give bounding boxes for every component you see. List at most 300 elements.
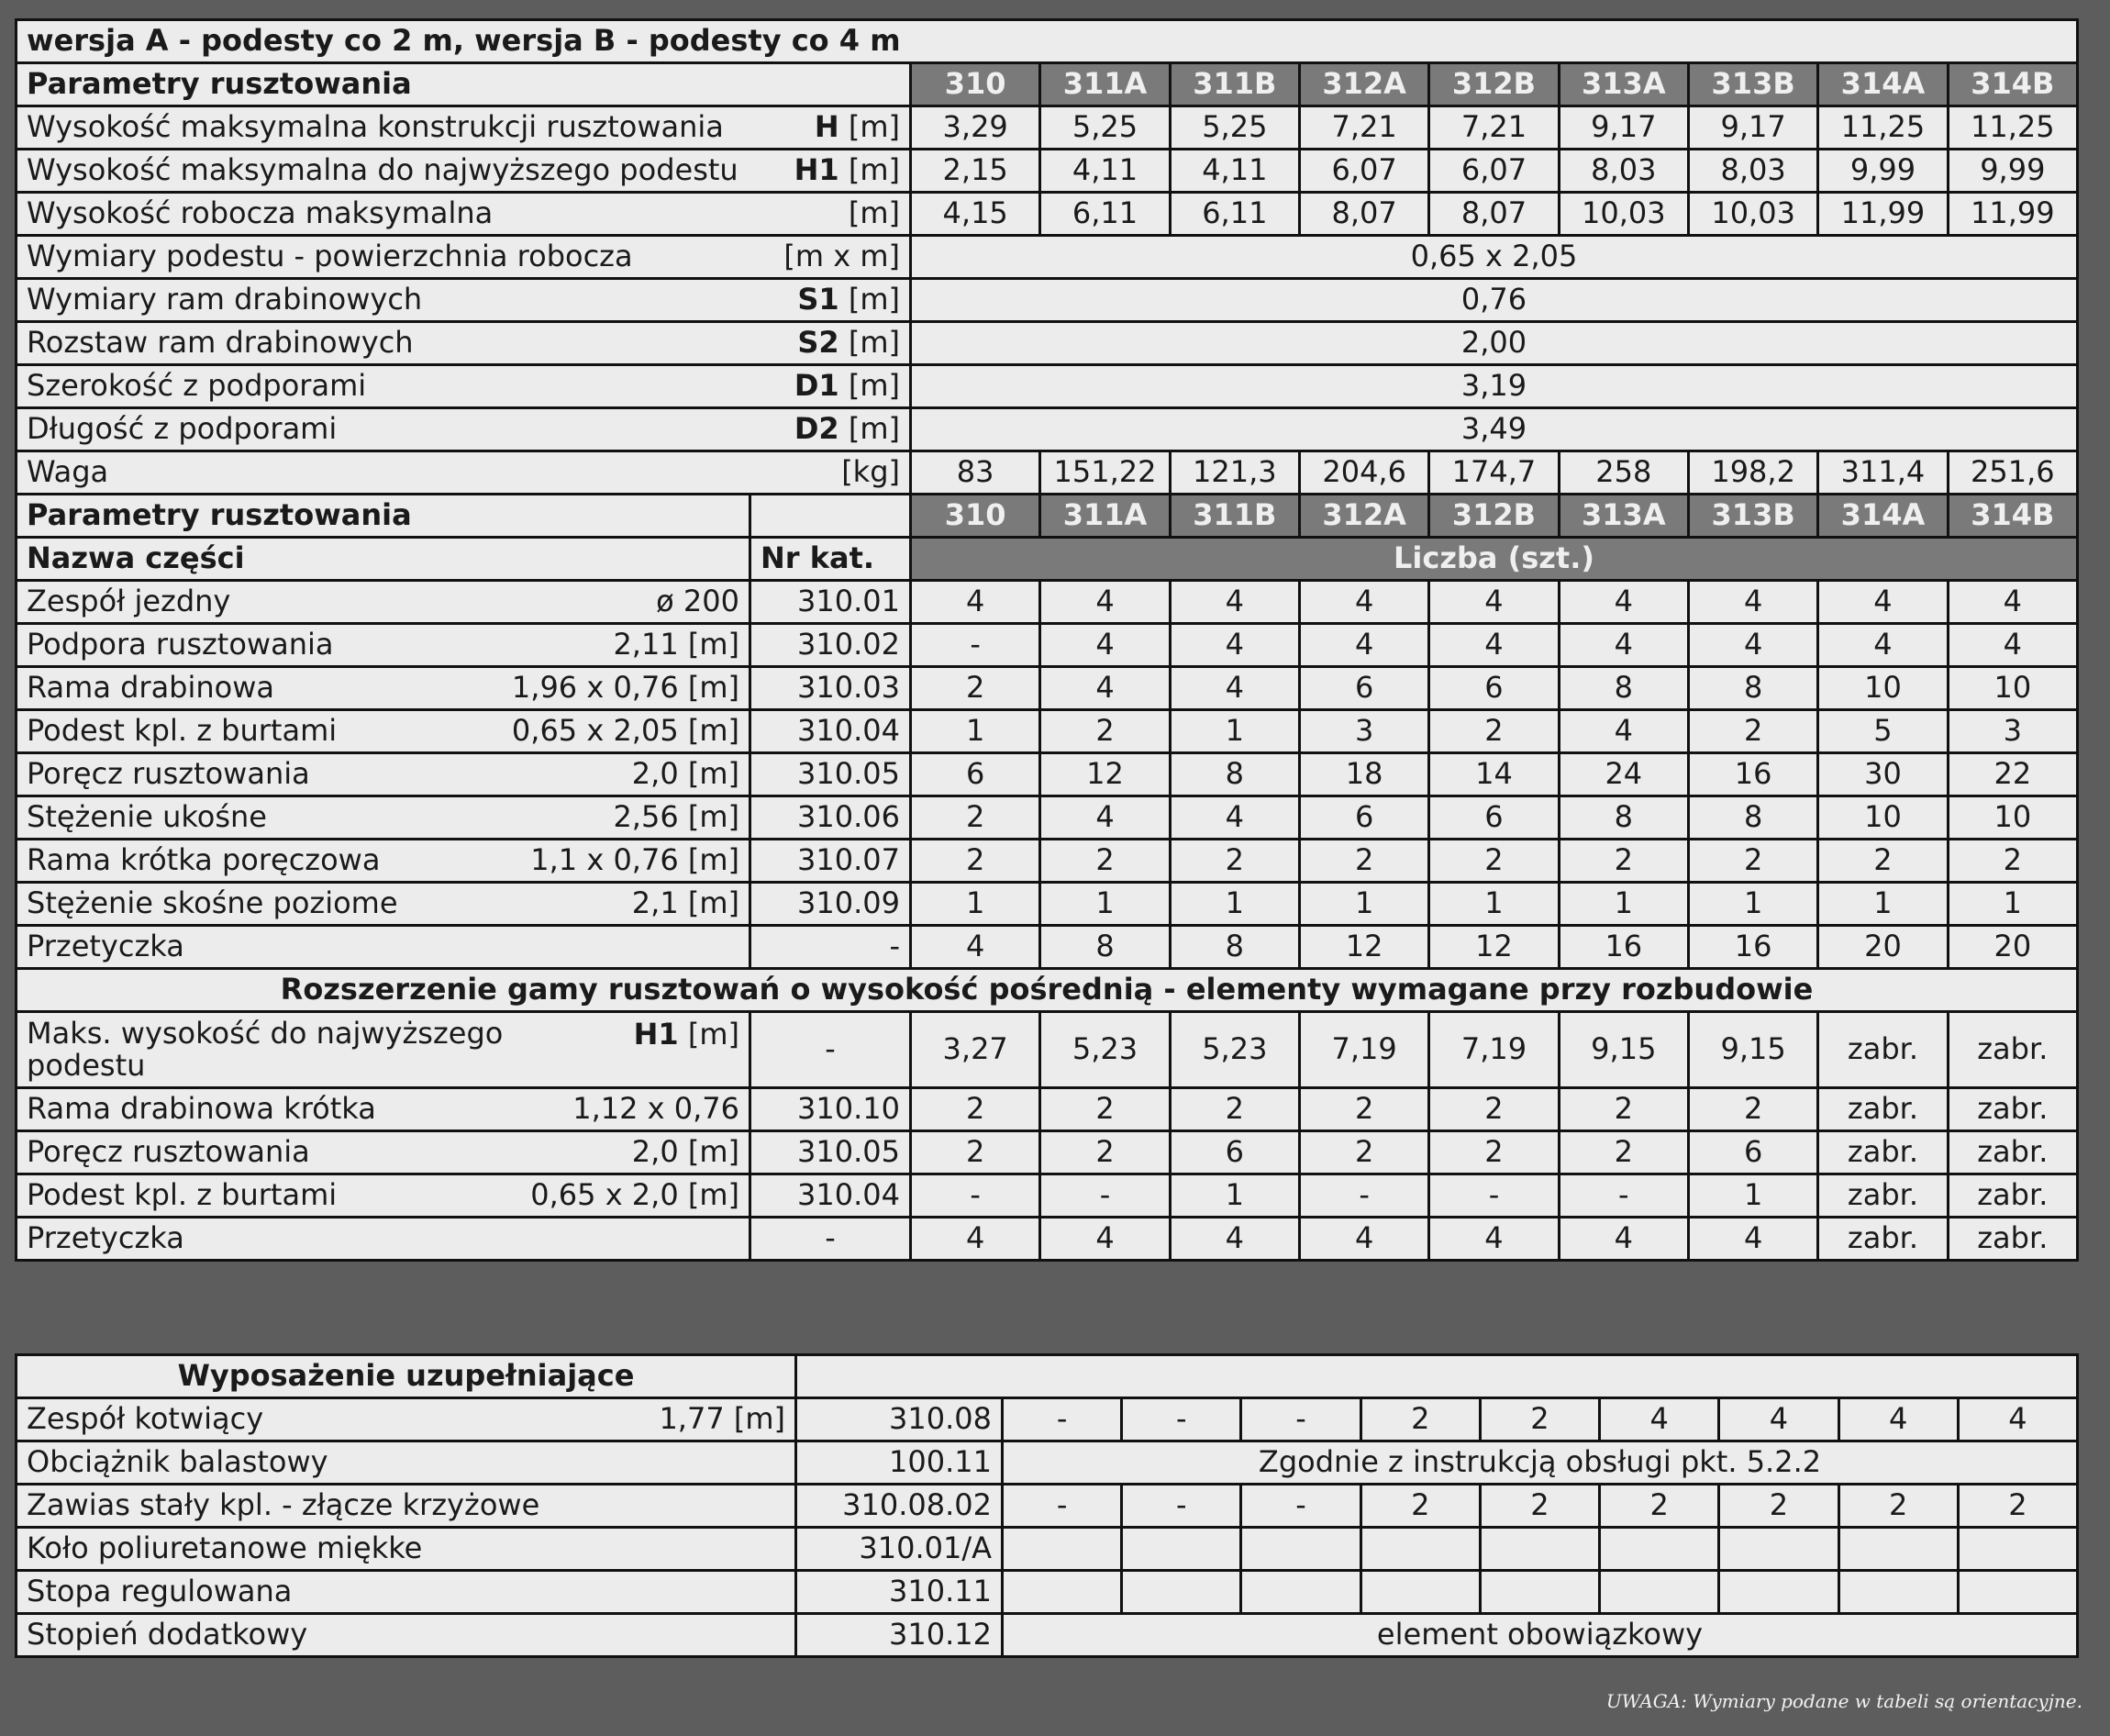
param-value: 83 bbox=[911, 451, 1040, 495]
param-row bbox=[17, 408, 2078, 451]
part-cat: 310.03 bbox=[750, 667, 911, 710]
part-name-cell bbox=[17, 667, 750, 710]
extension-count: - bbox=[911, 1174, 1040, 1218]
part-dim: 2,0 [m] bbox=[631, 756, 739, 792]
param-symbol: H bbox=[814, 109, 839, 145]
extension-count: zabr. bbox=[1818, 1218, 1948, 1261]
part-cat: - bbox=[750, 926, 911, 969]
part-count: 3 bbox=[1299, 710, 1428, 753]
part-count: 2 bbox=[1688, 710, 1817, 753]
part-count: 20 bbox=[1818, 926, 1948, 969]
param-value: 151,22 bbox=[1040, 451, 1170, 495]
part-name-cell bbox=[17, 581, 750, 624]
equipment-count bbox=[1122, 1528, 1241, 1571]
parts-header-row bbox=[17, 495, 2078, 538]
main-table bbox=[15, 18, 2079, 1262]
part-count: 1 bbox=[911, 883, 1040, 926]
part-count: 8 bbox=[1688, 667, 1817, 710]
param-label: Długość z podporami bbox=[27, 411, 338, 447]
param-label-cell bbox=[17, 106, 911, 150]
param-label: Wysokość robocza maksymalna bbox=[27, 195, 494, 231]
param-value: 4,11 bbox=[1040, 150, 1170, 193]
equipment-row bbox=[17, 1614, 2078, 1657]
part-name-cell bbox=[17, 840, 750, 883]
table-title: wersja A - podesty co 2 m, wersja B - podesty co 4 m bbox=[17, 20, 2078, 63]
part-name: Podpora rusztowania bbox=[27, 627, 334, 662]
part-count: 10 bbox=[1818, 796, 1948, 840]
param-unit bbox=[841, 456, 900, 488]
equipment-count bbox=[1719, 1571, 1838, 1614]
extension-count: 9,15 bbox=[1688, 1012, 1817, 1088]
param-symbol: D2 bbox=[794, 411, 839, 447]
part-count: 5 bbox=[1818, 710, 1948, 753]
equipment-count: - bbox=[1122, 1485, 1241, 1528]
part-name: Stężenie skośne poziome bbox=[27, 885, 398, 921]
equipment-name: Obciążnik balastowy bbox=[27, 1444, 328, 1480]
param-value: 4,11 bbox=[1170, 150, 1299, 193]
part-cat: 310.09 bbox=[750, 883, 911, 926]
title-row bbox=[17, 20, 2078, 63]
equipment-row bbox=[17, 1485, 2078, 1528]
param-value: 9,17 bbox=[1688, 106, 1817, 150]
part-count: 4 bbox=[1170, 667, 1299, 710]
param-value: 3,29 bbox=[911, 106, 1040, 150]
equipment-count: 2 bbox=[1600, 1485, 1719, 1528]
part-count: 1 bbox=[1818, 883, 1948, 926]
part-cat: 310.04 bbox=[750, 710, 911, 753]
equipment-span: element obowiązkowy bbox=[1003, 1614, 2078, 1657]
param-unit bbox=[797, 284, 900, 316]
param-label-cell bbox=[17, 236, 911, 279]
parts-header: Parametry rusztowania bbox=[17, 495, 750, 538]
parts-subheader-row bbox=[17, 538, 2078, 581]
part-count: 2 bbox=[911, 796, 1040, 840]
extension-count: 4 bbox=[1170, 1218, 1299, 1261]
part-count: 24 bbox=[1559, 753, 1688, 796]
params-header-row bbox=[17, 63, 2078, 106]
part-count: 10 bbox=[1948, 796, 2077, 840]
part-name-cell bbox=[17, 926, 750, 969]
param-value: 8,03 bbox=[1559, 150, 1688, 193]
param-value: 9,99 bbox=[1948, 150, 2077, 193]
equipment-name: Zawias stały kpl. - złącze krzyżowe bbox=[27, 1487, 540, 1523]
part-dim: 2,11 [m] bbox=[613, 627, 739, 662]
extension-row bbox=[17, 1174, 2078, 1218]
param-unit-text: [m] bbox=[848, 325, 900, 361]
param-value: 258 bbox=[1559, 451, 1688, 495]
extension-count: 2 bbox=[1559, 1131, 1688, 1174]
extension-name-cell bbox=[17, 1218, 750, 1261]
param-value: 311,4 bbox=[1818, 451, 1948, 495]
equipment-name: Koło poliuretanowe miękke bbox=[27, 1530, 423, 1566]
part-count: 20 bbox=[1948, 926, 2077, 969]
param-row bbox=[17, 451, 2078, 495]
equipment-cat: 310.08.02 bbox=[796, 1485, 1003, 1528]
param-value: 5,25 bbox=[1170, 106, 1299, 150]
part-count: 2 bbox=[1559, 840, 1688, 883]
equipment-count: 2 bbox=[1360, 1485, 1480, 1528]
part-cat: 310.06 bbox=[750, 796, 911, 840]
extension-count: 4 bbox=[1299, 1218, 1428, 1261]
extension-count: 2 bbox=[1299, 1131, 1428, 1174]
part-count: 8 bbox=[1170, 753, 1299, 796]
equipment-name-cell bbox=[17, 1571, 796, 1614]
part-count: 4 bbox=[1299, 624, 1428, 667]
part-count: 6 bbox=[1429, 796, 1559, 840]
param-label-cell bbox=[17, 150, 911, 193]
param-unit-text: [kg] bbox=[841, 454, 900, 490]
part-count: 2 bbox=[1948, 840, 2077, 883]
part-count: 10 bbox=[1818, 667, 1948, 710]
param-value: 121,3 bbox=[1170, 451, 1299, 495]
part-count: 8 bbox=[1559, 796, 1688, 840]
extension-count: 5,23 bbox=[1170, 1012, 1299, 1088]
equipment-count bbox=[1003, 1528, 1122, 1571]
param-row bbox=[17, 236, 2078, 279]
part-count: 4 bbox=[1170, 581, 1299, 624]
params-header: Parametry rusztowania bbox=[17, 63, 911, 106]
equipment-cat: 310.01/A bbox=[796, 1528, 1003, 1571]
part-count: 16 bbox=[1559, 926, 1688, 969]
param-symbol: D1 bbox=[794, 368, 839, 404]
part-count: 4 bbox=[1040, 581, 1170, 624]
part-row bbox=[17, 883, 2078, 926]
param-symbol: S2 bbox=[797, 325, 839, 361]
extension-dim: 0,65 x 2,0 [m] bbox=[530, 1177, 739, 1213]
part-count: 4 bbox=[1559, 581, 1688, 624]
extension-count: zabr. bbox=[1948, 1012, 2077, 1088]
param-unit bbox=[815, 111, 900, 143]
param-label: Wymiary podestu - powierzchnia robocza bbox=[27, 239, 633, 274]
param-value: 6,07 bbox=[1429, 150, 1559, 193]
equipment-count: - bbox=[1122, 1398, 1241, 1441]
part-count: 6 bbox=[911, 753, 1040, 796]
cat-header: Nr kat. bbox=[750, 538, 911, 581]
extension-row bbox=[17, 1012, 2078, 1088]
equipment-name-cell bbox=[17, 1441, 796, 1485]
equipment-name-cell bbox=[17, 1398, 796, 1441]
part-count: 6 bbox=[1429, 667, 1559, 710]
param-value: 7,21 bbox=[1299, 106, 1428, 150]
part-count: 1 bbox=[1948, 883, 2077, 926]
param-row bbox=[17, 150, 2078, 193]
equipment-count: 2 bbox=[1719, 1485, 1838, 1528]
equipment-count bbox=[1360, 1571, 1480, 1614]
part-count: 14 bbox=[1429, 753, 1559, 796]
extension-count: zabr. bbox=[1818, 1174, 1948, 1218]
part-count: 8 bbox=[1688, 796, 1817, 840]
model-header: 313A bbox=[1559, 63, 1688, 106]
part-row bbox=[17, 753, 2078, 796]
part-row bbox=[17, 796, 2078, 840]
part-name: Zespół jezdny bbox=[27, 584, 231, 619]
param-value: 5,25 bbox=[1040, 106, 1170, 150]
extension-header: Rozszerzenie gamy rusztowań o wysokość pośrednią - elementy wymagane przy rozbudowie bbox=[17, 969, 2078, 1012]
extension-symbol: H1 bbox=[633, 1017, 679, 1052]
equipment-count: - bbox=[1003, 1485, 1122, 1528]
model-header: 314B bbox=[1948, 495, 2077, 538]
extension-count: 2 bbox=[911, 1131, 1040, 1174]
model-header: 310 bbox=[911, 63, 1040, 106]
part-count: 2 bbox=[911, 667, 1040, 710]
equipment-count: 4 bbox=[1838, 1398, 1958, 1441]
extension-cat: 310.10 bbox=[750, 1088, 911, 1131]
model-header: 313B bbox=[1688, 495, 1817, 538]
part-count: 2 bbox=[1040, 840, 1170, 883]
part-count: 6 bbox=[1299, 667, 1428, 710]
extension-dim bbox=[634, 1018, 739, 1051]
extension-header-row bbox=[17, 969, 2078, 1012]
part-count: 1 bbox=[1299, 883, 1428, 926]
part-cat: 310.01 bbox=[750, 581, 911, 624]
extension-dim: 2,0 [m] bbox=[631, 1134, 739, 1170]
part-cat: 310.02 bbox=[750, 624, 911, 667]
equipment-count bbox=[1600, 1571, 1719, 1614]
extension-count: 9,15 bbox=[1559, 1012, 1688, 1088]
extension-cat: - bbox=[750, 1012, 911, 1088]
part-count: 8 bbox=[1040, 926, 1170, 969]
extension-count: zabr. bbox=[1948, 1174, 2077, 1218]
extension-count: 2 bbox=[1429, 1088, 1559, 1131]
param-value: 9,17 bbox=[1559, 106, 1688, 150]
extension-dim: 1,12 x 0,76 bbox=[572, 1091, 739, 1127]
equipment-count: 4 bbox=[1600, 1398, 1719, 1441]
note: UWAGA: Wymiary podane w tabeli są orientacyjne. bbox=[1605, 1690, 2082, 1712]
extension-name: Rama drabinowa krótka bbox=[27, 1091, 376, 1127]
model-header: 311B bbox=[1170, 495, 1299, 538]
param-unit-text: [m] bbox=[848, 195, 900, 231]
part-row bbox=[17, 667, 2078, 710]
equipment-name-cell bbox=[17, 1614, 796, 1657]
param-row bbox=[17, 106, 2078, 150]
part-count: 4 bbox=[911, 926, 1040, 969]
part-count: 2 bbox=[1688, 840, 1817, 883]
extension-count: 2 bbox=[1429, 1131, 1559, 1174]
part-dim: 2,1 [m] bbox=[631, 885, 739, 921]
param-value: 11,99 bbox=[1948, 193, 2077, 236]
param-row bbox=[17, 193, 2078, 236]
extension-count: 6 bbox=[1170, 1131, 1299, 1174]
param-label-cell bbox=[17, 451, 911, 495]
param-unit-text: [m] bbox=[848, 368, 900, 404]
part-count: 1 bbox=[911, 710, 1040, 753]
part-dim: 1,1 x 0,76 [m] bbox=[530, 842, 739, 878]
param-value-span: 0,76 bbox=[911, 279, 2078, 322]
equipment-name-cell bbox=[17, 1528, 796, 1571]
part-count: 1 bbox=[1559, 883, 1688, 926]
extension-count: - bbox=[1040, 1174, 1170, 1218]
equipment-span: Zgodnie z instrukcją obsługi pkt. 5.2.2 bbox=[1003, 1441, 2078, 1485]
model-header: 312A bbox=[1299, 495, 1428, 538]
model-header: 314A bbox=[1818, 63, 1948, 106]
equipment-count: 4 bbox=[1719, 1398, 1838, 1441]
param-row bbox=[17, 322, 2078, 365]
part-count: 4 bbox=[1948, 624, 2077, 667]
param-unit-text: [m] bbox=[848, 152, 900, 188]
equipment-header-row bbox=[17, 1355, 2078, 1398]
equipment-count: 2 bbox=[1838, 1485, 1958, 1528]
equipment-count: 2 bbox=[1360, 1398, 1480, 1441]
equipment-name: Stopień dodatkowy bbox=[27, 1617, 308, 1653]
equipment-cat: 310.11 bbox=[796, 1571, 1003, 1614]
part-count: 2 bbox=[1170, 840, 1299, 883]
param-unit bbox=[783, 240, 900, 273]
part-count: 4 bbox=[1688, 624, 1817, 667]
extension-count: zabr. bbox=[1948, 1218, 2077, 1261]
model-header: 311B bbox=[1170, 63, 1299, 106]
part-count: 12 bbox=[1429, 926, 1559, 969]
extension-cat: 310.04 bbox=[750, 1174, 911, 1218]
param-unit bbox=[794, 370, 900, 402]
model-header: 314B bbox=[1948, 63, 2077, 106]
part-count: 2 bbox=[1429, 840, 1559, 883]
part-count: 4 bbox=[1429, 624, 1559, 667]
equipment-row bbox=[17, 1571, 2078, 1614]
param-unit-text: [m] bbox=[848, 282, 900, 317]
equipment-count: 4 bbox=[1958, 1398, 2077, 1441]
part-name-cell bbox=[17, 753, 750, 796]
extension-count: 2 bbox=[1170, 1088, 1299, 1131]
equipment-name: Stopa regulowana bbox=[27, 1574, 293, 1609]
param-value: 174,7 bbox=[1429, 451, 1559, 495]
param-symbol: S1 bbox=[797, 282, 839, 317]
part-dim: ø 200 bbox=[656, 584, 739, 619]
part-count: 10 bbox=[1948, 667, 2077, 710]
part-cat: 310.05 bbox=[750, 753, 911, 796]
part-count: 1 bbox=[1429, 883, 1559, 926]
param-row bbox=[17, 365, 2078, 408]
part-count: 2 bbox=[1818, 840, 1948, 883]
count-header: Liczba (szt.) bbox=[911, 538, 2078, 581]
extension-row bbox=[17, 1131, 2078, 1174]
part-count: 8 bbox=[1170, 926, 1299, 969]
equipment-row bbox=[17, 1528, 2078, 1571]
param-label: Wysokość maksymalna do najwyższego podestu bbox=[27, 152, 738, 188]
extension-count: 4 bbox=[1040, 1218, 1170, 1261]
extension-count: 1 bbox=[1688, 1174, 1817, 1218]
param-unit-text: [m] bbox=[848, 411, 900, 447]
part-count: 8 bbox=[1559, 667, 1688, 710]
part-row bbox=[17, 624, 2078, 667]
equipment-count bbox=[1958, 1571, 2077, 1614]
equipment-count bbox=[1719, 1528, 1838, 1571]
equipment-count bbox=[1122, 1571, 1241, 1614]
extension-count: zabr. bbox=[1818, 1131, 1948, 1174]
param-value: 7,21 bbox=[1429, 106, 1559, 150]
param-value: 8,03 bbox=[1688, 150, 1817, 193]
equipment-count bbox=[1480, 1571, 1599, 1614]
part-count: 4 bbox=[1429, 581, 1559, 624]
model-header: 314A bbox=[1818, 495, 1948, 538]
equipment-cat: 100.11 bbox=[796, 1441, 1003, 1485]
extension-count: 4 bbox=[1688, 1218, 1817, 1261]
param-value: 2,15 bbox=[911, 150, 1040, 193]
extension-count: 2 bbox=[1040, 1131, 1170, 1174]
equipment-count: - bbox=[1241, 1485, 1360, 1528]
extension-count: - bbox=[1429, 1174, 1559, 1218]
part-count: 4 bbox=[1040, 624, 1170, 667]
model-header: 312B bbox=[1429, 63, 1559, 106]
extension-name: Podest kpl. z burtami bbox=[27, 1177, 338, 1213]
param-value: 4,15 bbox=[911, 193, 1040, 236]
model-header: 313A bbox=[1559, 495, 1688, 538]
equipment-header-blank bbox=[796, 1355, 2078, 1398]
part-count: 4 bbox=[1559, 624, 1688, 667]
param-value-span: 3,49 bbox=[911, 408, 2078, 451]
part-count: 1 bbox=[1688, 883, 1817, 926]
extension-count: 4 bbox=[1559, 1218, 1688, 1261]
extension-row bbox=[17, 1088, 2078, 1131]
param-unit bbox=[794, 413, 900, 445]
equipment-count bbox=[1241, 1528, 1360, 1571]
extension-count: 4 bbox=[1429, 1218, 1559, 1261]
equipment-count: 2 bbox=[1480, 1398, 1599, 1441]
part-cat: 310.07 bbox=[750, 840, 911, 883]
param-symbol: H1 bbox=[794, 152, 839, 188]
param-value: 198,2 bbox=[1688, 451, 1817, 495]
extension-count: 2 bbox=[1559, 1088, 1688, 1131]
part-count: - bbox=[911, 624, 1040, 667]
param-value: 9,99 bbox=[1818, 150, 1948, 193]
extension-count: zabr. bbox=[1818, 1088, 1948, 1131]
param-label: Waga bbox=[27, 454, 109, 490]
param-label: Wymiary ram drabinowych bbox=[27, 282, 423, 317]
parts-header-blank bbox=[750, 495, 911, 538]
extension-count: 3,27 bbox=[911, 1012, 1040, 1088]
param-unit-text: [m] bbox=[848, 109, 900, 145]
part-count: 6 bbox=[1299, 796, 1428, 840]
part-dim: 2,56 [m] bbox=[613, 799, 739, 835]
equipment-cat: 310.12 bbox=[796, 1614, 1003, 1657]
part-name-cell bbox=[17, 883, 750, 926]
extension-name-cell bbox=[17, 1012, 750, 1088]
param-value: 11,25 bbox=[1818, 106, 1948, 150]
model-header: 311A bbox=[1040, 63, 1170, 106]
part-count: 4 bbox=[1170, 796, 1299, 840]
model-header: 313B bbox=[1688, 63, 1817, 106]
param-value: 6,11 bbox=[1170, 193, 1299, 236]
param-label-cell bbox=[17, 322, 911, 365]
extension-count: - bbox=[1299, 1174, 1428, 1218]
param-value-span: 3,19 bbox=[911, 365, 2078, 408]
extension-count: - bbox=[1559, 1174, 1688, 1218]
param-label: Szerokość z podporami bbox=[27, 368, 367, 404]
param-label-cell bbox=[17, 365, 911, 408]
param-label: Rozstaw ram drabinowych bbox=[27, 325, 414, 361]
equipment-count bbox=[1241, 1571, 1360, 1614]
equipment-count: - bbox=[1241, 1398, 1360, 1441]
extension-count: 7,19 bbox=[1299, 1012, 1428, 1088]
part-count: 12 bbox=[1040, 753, 1170, 796]
part-count: 30 bbox=[1818, 753, 1948, 796]
extension-count: 6 bbox=[1688, 1131, 1817, 1174]
extension-name-cell bbox=[17, 1088, 750, 1131]
part-row bbox=[17, 710, 2078, 753]
extension-count: 2 bbox=[911, 1088, 1040, 1131]
part-count: 16 bbox=[1688, 753, 1817, 796]
part-name-cell bbox=[17, 624, 750, 667]
part-count: 4 bbox=[1299, 581, 1428, 624]
model-header: 311A bbox=[1040, 495, 1170, 538]
extension-count: 2 bbox=[1040, 1088, 1170, 1131]
extension-count: 7,19 bbox=[1429, 1012, 1559, 1088]
part-count: 16 bbox=[1688, 926, 1817, 969]
part-name: Podest kpl. z burtami bbox=[27, 713, 338, 749]
part-count: 4 bbox=[1818, 624, 1948, 667]
part-count: 1 bbox=[1040, 883, 1170, 926]
extension-name: Maks. wysokość do najwyższego podestu bbox=[27, 1015, 504, 1083]
param-unit bbox=[794, 154, 900, 186]
